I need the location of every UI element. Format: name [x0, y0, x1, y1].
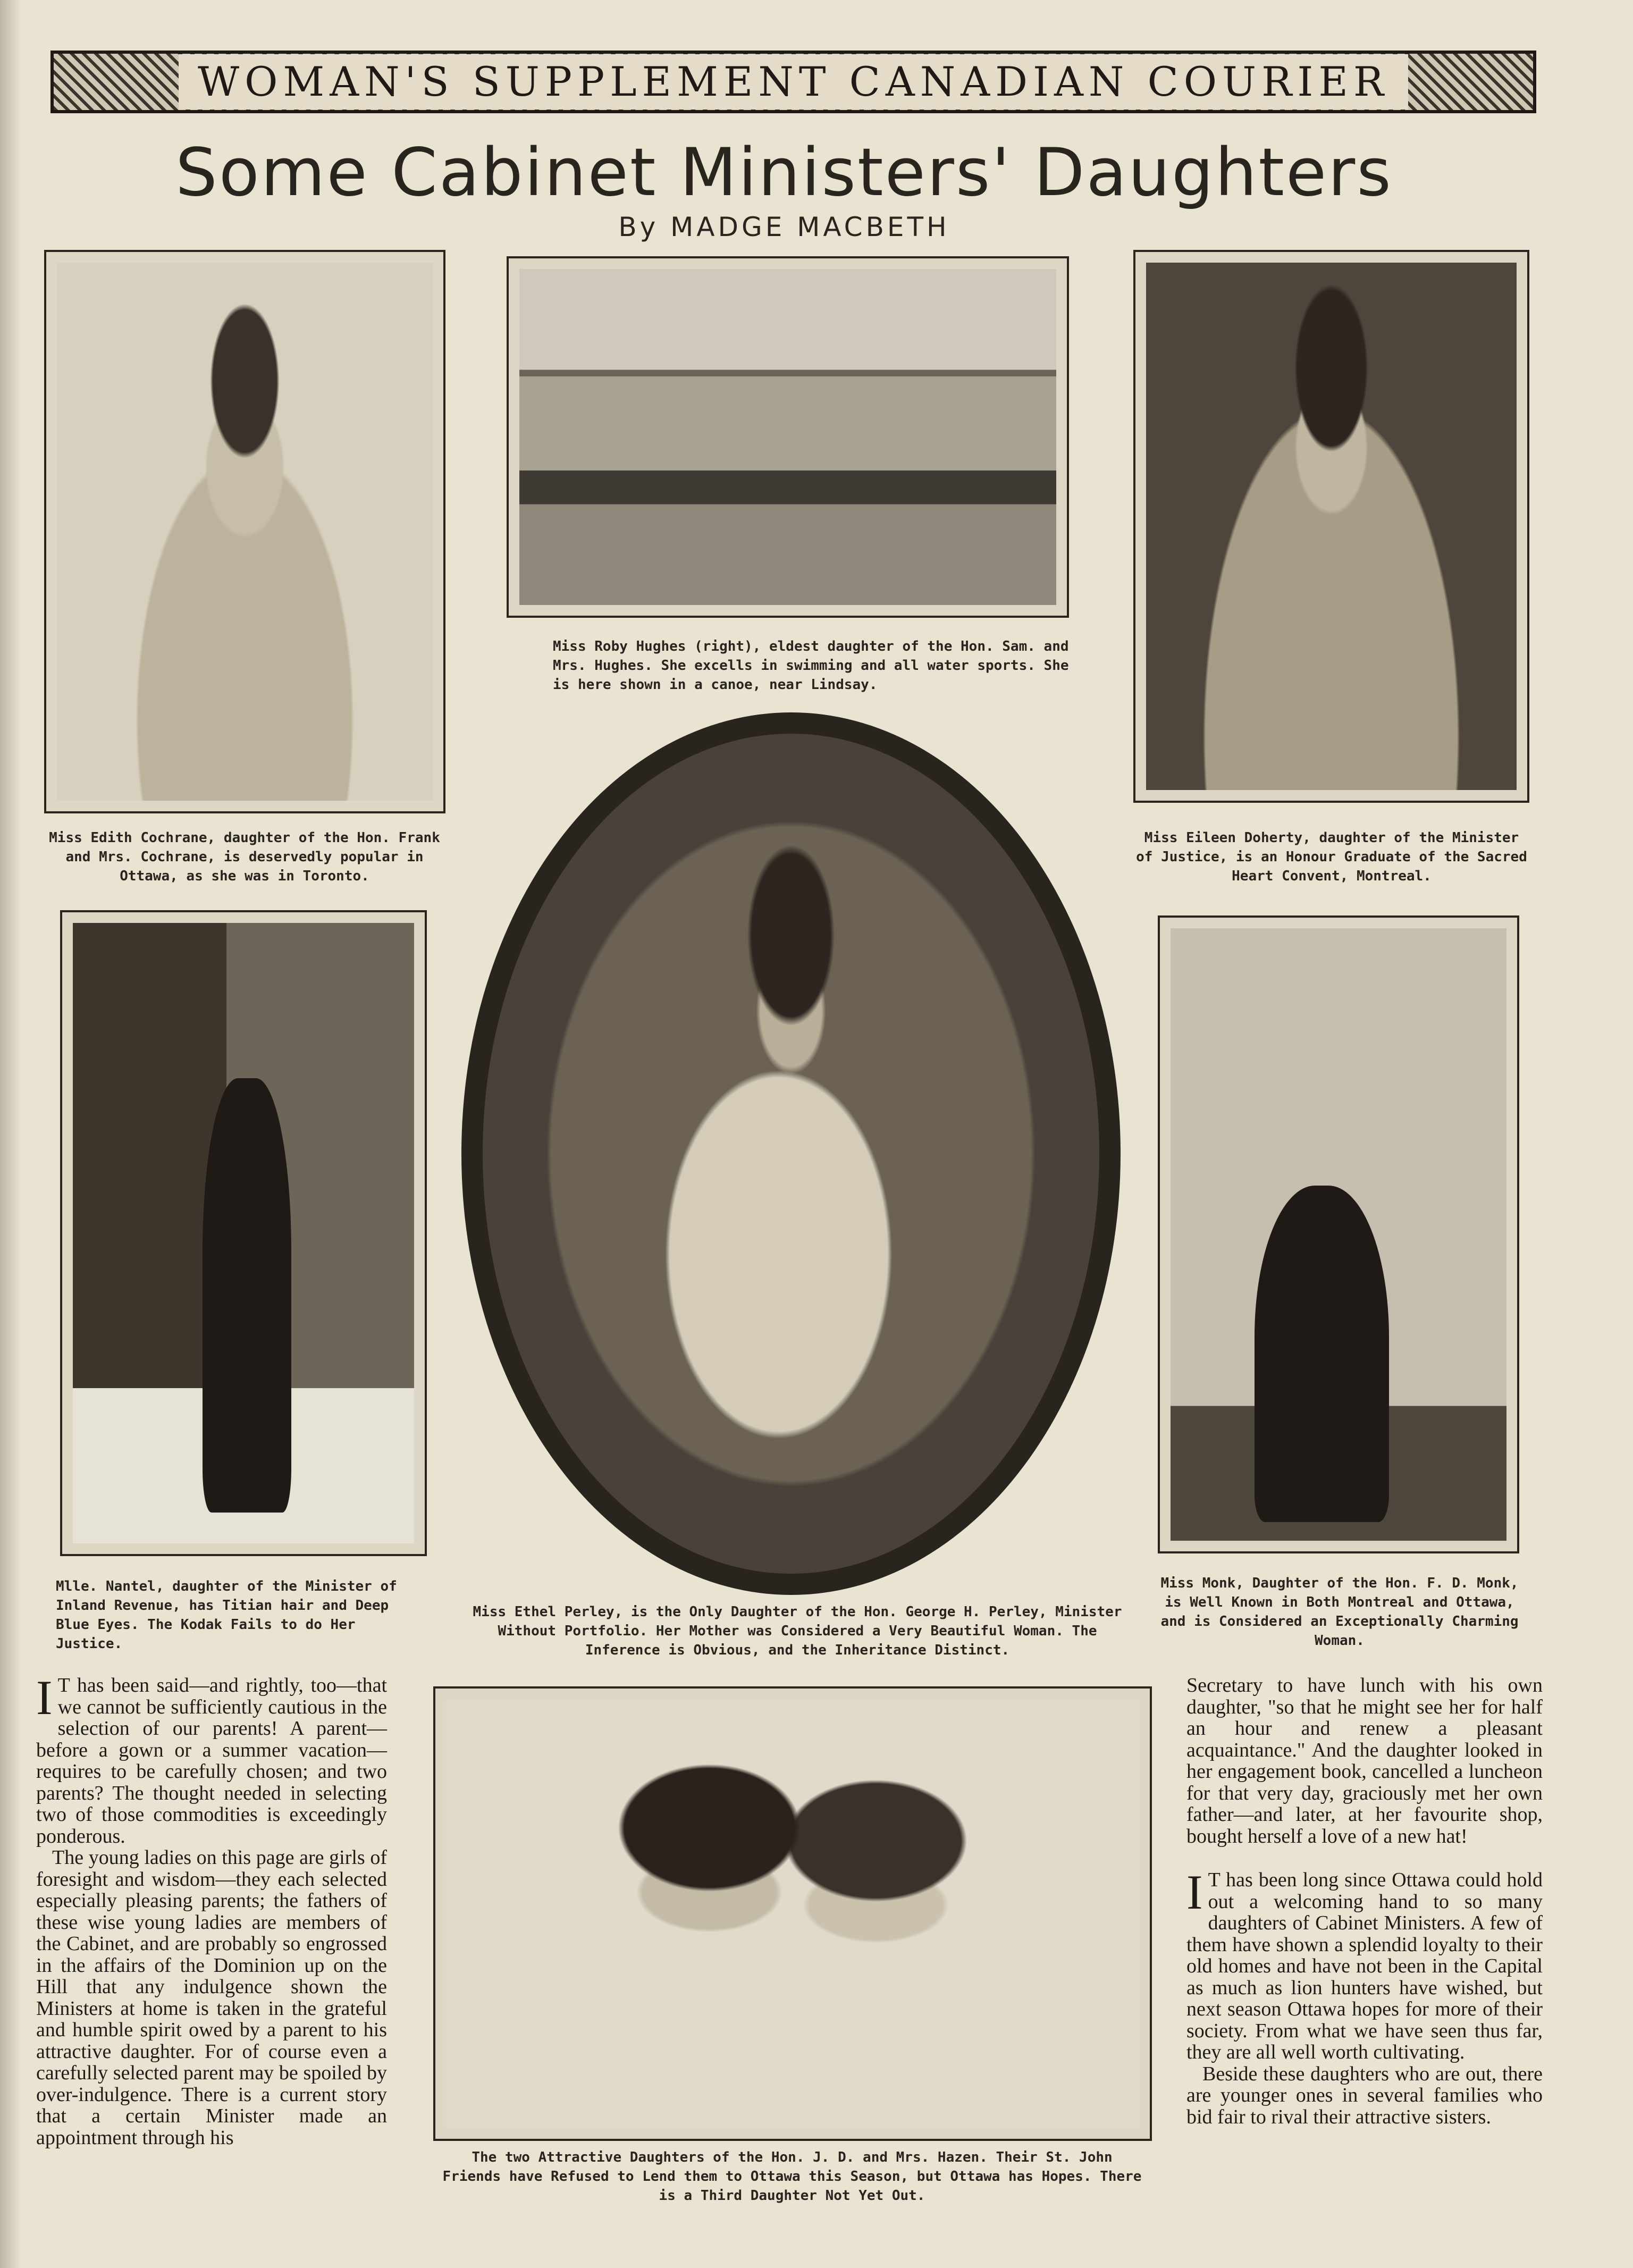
seated-portrait-image	[483, 734, 1099, 1574]
photo-hughes-canoe	[507, 256, 1069, 618]
portrait-image	[57, 263, 433, 801]
photo-perley-oval	[461, 712, 1121, 1595]
right-paragraph-2: I T has been long since Ottawa could hold out a welcoming hand to so many daughters of Cabinet Ministers. A few of them have shown a splendid loyalty to their old homes and have not been in the Capital as much as lion hunters have wished, but next season Ottawa hopes for more of their society. From what we have seen thus far, they are all well worth cultivating.	[1186, 1865, 1543, 2063]
interior-portrait-image	[1171, 928, 1506, 1541]
winter-portrait-image	[73, 923, 414, 1543]
caption-hazen: The two Attractive Daughters of the Hon. J. D. and Mrs. Hazen. Their St. John Friends have Refused to Lend them to Ottawa this Season, but Ottawa has Hopes. There is a Third Daughter Not Yet Out.	[442, 2149, 1142, 2204]
article-byline: By MADGE MACBETH	[618, 212, 950, 242]
caption-monk: Miss Monk, Daughter of the Hon. F. D. Monk, is Well Known in Both Montreal and Ottawa, and is Considered an Exceptionally Charming Woman.	[1160, 1575, 1519, 1649]
page-gutter-shadow	[0, 0, 21, 2268]
canoe-image	[519, 269, 1056, 605]
left-paragraph-1: I T has been said—and rightly, too—that we cannot be sufficiently cautious in the selection of our parents! A parent—before a gown or a summer vacation—requires to be carefully chosen; and two parents? The thought needed in selecting two of those commodities is exceedingly ponderous.	[36, 1670, 387, 1847]
caption-cochrane: Miss Edith Cochrane, daughter of the Hon. Frank and Mrs. Cochrane, is deservedly popular in Ottawa, as she was in Toronto.	[49, 830, 440, 884]
caption-doherty: Miss Eileen Doherty, daughter of the Minister of Justice, is an Honour Graduate of the Sacred Heart Convent, Montreal.	[1136, 830, 1527, 884]
photo-nantel	[60, 910, 427, 1556]
photo-monk	[1158, 915, 1519, 1553]
caption-hughes: Miss Roby Hughes (right), eldest daughter of the Hon. Sam. and Mrs. Hughes. She excells in swimming and all water sports. She is here shown in a canoe, near Lindsay.	[553, 639, 1069, 693]
caption-nantel: Mlle. Nantel, daughter of the Minister of Inland Revenue, has Titian hair and Deep Blue Eyes. The Kodak Fails to do Her Justice.	[56, 1578, 397, 1652]
article-right-column	[1186, 1675, 1543, 2254]
right-paragraph-1: Secretary to have lunch with his own daughter, "so that he might see her for half an hour and renew a pleasant acquaintance." And the daughter looked in her engagement book, cancelled a luncheon for that very day, graciously met her own father—and later, at her favourite shop, bought herself a love of a new hat!	[1186, 1674, 1543, 1847]
left-paragraph-2: The young ladies on this page are girls of foresight and wisdom—they each selected especially pleasing parents; the fathers of these wise young ladies are members of the Cabinet, and are probably so engrossed in the affairs of the Dominion up on the Hill that any indulgence shown the Ministers at home is taken in the grateful and humble spirit owed by a parent to his attractive daughter. For of course even a carefully selected parent may be spoiled by over-indulgence. There is a current story that a certain Minister made an appointment through his	[36, 1846, 387, 2149]
right-paragraph-3: Beside these daughters who are out, there are younger ones in several families who bid fair to rival their attractive sisters.	[1186, 2062, 1543, 2128]
photo-cochrane	[44, 250, 445, 813]
masthead-banner	[50, 51, 1536, 113]
double-portrait-image	[446, 1699, 1139, 2128]
portrait-image	[1146, 263, 1517, 790]
photo-doherty	[1133, 250, 1529, 803]
article-title: Some Cabinet Ministers' Daughters	[175, 135, 1393, 211]
photo-hazen-sisters	[433, 1686, 1152, 2141]
article-left-column	[36, 1670, 387, 2254]
masthead-title: WOMAN'S SUPPLEMENT CANADIAN COURIER	[179, 54, 1408, 110]
caption-perley: Miss Ethel Perley, is the Only Daughter of the Hon. George H. Perley, Minister Without Portfolio. Her Mother was Considered a Very Beautiful Woman. The Inference is Obvious, and the Inheritance Distinct.	[473, 1604, 1122, 1658]
drop-cap: I	[36, 1670, 53, 1725]
drop-cap: I	[1186, 1865, 1203, 1919]
